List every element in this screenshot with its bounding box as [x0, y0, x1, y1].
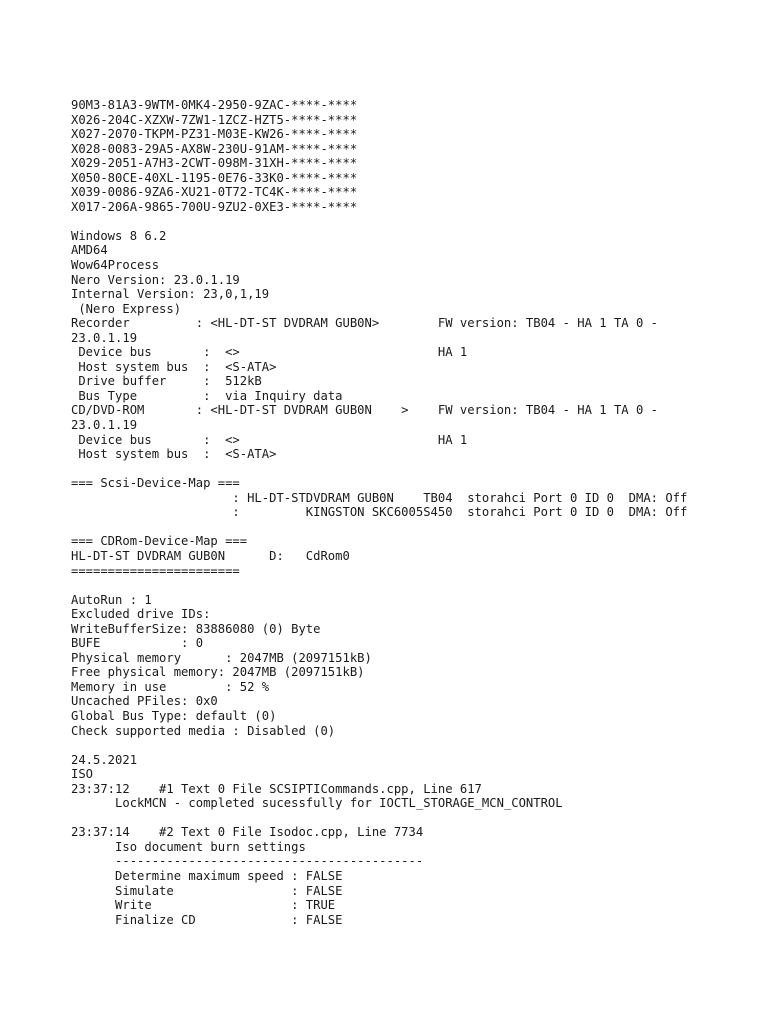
log-line: Bus Type : via Inquiry data — [71, 388, 343, 403]
log-line: Simulate : FALSE — [71, 883, 343, 898]
log-line: 23.0.1.19 — [71, 330, 138, 345]
log-line: HL-DT-ST DVDRAM GUB0N D: CdRom0 — [71, 548, 350, 563]
log-line: Free physical memory: 2047MB (2097151kB) — [71, 665, 365, 680]
log-line: Global Bus Type: default (0) — [71, 708, 277, 723]
log-line: : KINGSTON SKC6005S450 storahci Port 0 ID 0 DMA: Off — [71, 505, 688, 520]
log-line: LockMCN - completed sucessfully for IOCTL_STORAGE_MCN_CONTROL — [71, 796, 563, 811]
log-line: X039-0086-9ZA6-XU21-0T72-TC4K-****-**** — [71, 185, 358, 200]
log-line: Check supported media : Disabled (0) — [71, 723, 336, 738]
log-line: Device bus : <> HA 1 — [71, 432, 468, 447]
log-line: Excluded drive IDs: — [71, 607, 211, 622]
log-line: === Scsi-Device-Map === — [71, 476, 240, 491]
log-line: 24.5.2021 — [71, 752, 138, 767]
log-line: Iso document burn settings — [71, 839, 306, 854]
log-line: 23:37:14 #2 Text 0 File Isodoc.cpp, Line 7734 — [71, 825, 424, 840]
log-line: 90M3-81A3-9WTM-0MK4-2950-9ZAC-****-**** — [71, 98, 358, 112]
log-line: X028-0083-29A5-AX8W-230U-91AM-****-**** — [71, 141, 358, 156]
log-line: Device bus : <> HA 1 — [71, 345, 468, 360]
log-line — [71, 462, 761, 477]
log-line — [71, 214, 761, 229]
log-line: === CDRom-Device-Map === — [71, 534, 248, 549]
log-line: X050-80CE-40XL-1195-0E76-33K0-****-**** — [71, 170, 358, 185]
log-line: CD/DVD-ROM : <HL-DT-ST DVDRAM GUB0N > FW version: TB04 - HA 1 TA 0 - — [71, 403, 658, 418]
log-line: ------------------------------------------ — [71, 854, 424, 869]
log-line: ======================= — [71, 563, 240, 578]
log-line: Memory in use : 52 % — [71, 679, 270, 694]
log-line: 23:37:12 #1 Text 0 File SCSIPTICommands.cpp, Line 617 — [71, 781, 482, 796]
log-line: Finalize CD : FALSE — [71, 912, 343, 927]
log-line: Windows 8 6.2 — [71, 228, 167, 243]
log-line: X026-204C-XZXW-7ZW1-1ZCZ-HZT5-****-**** — [71, 112, 358, 127]
log-line: X027-2070-TKPM-PZ31-M03E-KW26-****-**** — [71, 127, 358, 142]
log-line — [71, 520, 761, 535]
log-line: X017-206A-9865-700U-9ZU2-0XE3-****-**** — [71, 199, 358, 214]
log-line: Host system bus : <S-ATA> — [71, 359, 277, 374]
log-line: Uncached PFiles: 0x0 — [71, 694, 218, 709]
log-line: Host system bus : <S-ATA> — [71, 447, 277, 462]
log-line: BUFE : 0 — [71, 636, 204, 651]
log-line: Drive buffer : 512kB — [71, 374, 262, 389]
log-line: WriteBufferSize: 83886080 (0) Byte — [71, 621, 321, 636]
log-line: AutoRun : 1 — [71, 592, 152, 607]
log-line — [71, 578, 761, 593]
log-line: Determine maximum speed : FALSE — [71, 868, 343, 883]
log-line — [71, 738, 761, 753]
log-line: ISO — [71, 767, 94, 782]
log-line: Internal Version: 23,0,1,19 — [71, 287, 270, 302]
log-line: Wow64Process — [71, 258, 160, 273]
log-line: Nero Version: 23.0.1.19 — [71, 272, 240, 287]
log-line: AMD64 — [71, 243, 108, 258]
log-line: Write : TRUE — [71, 898, 336, 913]
log-line — [71, 811, 761, 826]
log-line: 23.0.1.19 — [71, 418, 138, 433]
log-text-block — [71, 98, 761, 927]
log-line: Recorder : <HL-DT-ST DVDRAM GUB0N> FW version: TB04 - HA 1 TA 0 - — [71, 316, 658, 331]
log-line: Physical memory : 2047MB (2097151kB) — [71, 650, 372, 665]
log-line: (Nero Express) — [71, 301, 182, 316]
log-line: : HL-DT-STDVDRAM GUB0N TB04 storahci Port 0 ID 0 DMA: Off — [71, 490, 688, 505]
log-line: X029-2051-A7H3-2CWT-098M-31XH-****-**** — [71, 156, 358, 171]
